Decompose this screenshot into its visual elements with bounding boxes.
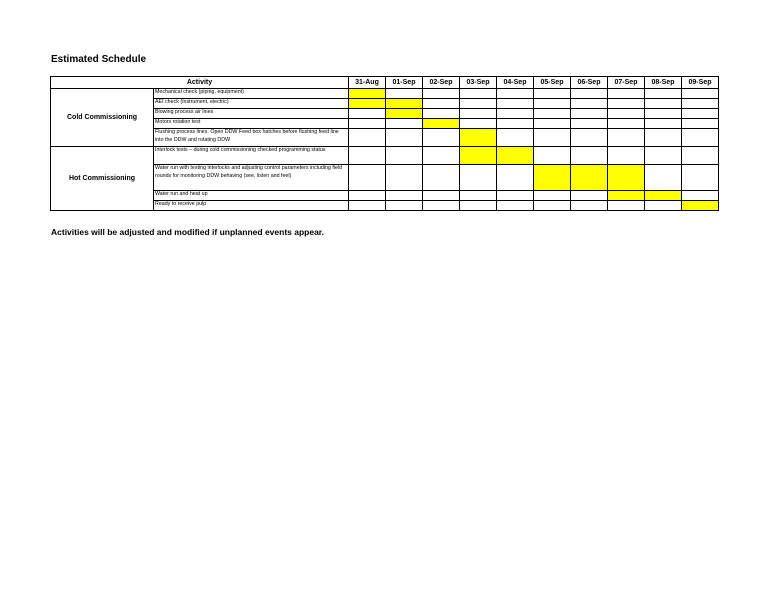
- schedule-cell: [571, 201, 608, 211]
- schedule-cell: [497, 89, 534, 99]
- schedule-cell-active: [386, 99, 423, 109]
- schedule-cell: [645, 129, 682, 147]
- schedule-cell: [571, 119, 608, 129]
- schedule-cell: [460, 191, 497, 201]
- schedule-cell: [534, 201, 571, 211]
- schedule-cell: [460, 89, 497, 99]
- activity-cell: AEI check (Instrument, electric): [154, 99, 349, 109]
- schedule-cell: [423, 191, 460, 201]
- activity-cell: Ready to receive pulp: [154, 201, 349, 211]
- date-header: 05-Sep: [534, 77, 571, 89]
- schedule-cell: [645, 147, 682, 165]
- activity-cell: Flushing process lines. Open DDW Feed box hatches before flushing feed line into the DDW and rotating DDW: [154, 129, 349, 147]
- phase-label-hot: Hot Commissioning: [51, 147, 154, 211]
- schedule-cell: [608, 99, 645, 109]
- schedule-cell: [608, 119, 645, 129]
- schedule-cell: [386, 165, 423, 191]
- schedule-cell: [571, 109, 608, 119]
- schedule-cell: [460, 99, 497, 109]
- table-row: [51, 147, 719, 165]
- schedule-cell: [460, 119, 497, 129]
- schedule-cell-active: [423, 119, 460, 129]
- phase-label-cold: Cold Commissioning: [51, 89, 154, 147]
- schedule-cell: [571, 99, 608, 109]
- schedule-cell-active: [645, 191, 682, 201]
- schedule-cell: [497, 201, 534, 211]
- schedule-cell: [460, 165, 497, 191]
- schedule-cell: [608, 201, 645, 211]
- schedule-cell: [534, 109, 571, 119]
- schedule-cell: [497, 99, 534, 109]
- schedule-cell: [645, 109, 682, 119]
- activity-cell: Blowing process air lines: [154, 109, 349, 119]
- schedule-cell: [423, 147, 460, 165]
- schedule-cell: [349, 119, 386, 129]
- schedule-cell: [460, 109, 497, 119]
- schedule-cell: [645, 119, 682, 129]
- schedule-cell: [349, 109, 386, 119]
- schedule-cell-active: [349, 89, 386, 99]
- date-header: 08-Sep: [645, 77, 682, 89]
- schedule-cell: [423, 129, 460, 147]
- schedule-cell: [534, 129, 571, 147]
- schedule-cell: [571, 147, 608, 165]
- schedule-cell: [645, 99, 682, 109]
- schedule-cell-active: [497, 147, 534, 165]
- activity-cell: Water run with testing interlocks and adjusting control parameters including field rounds for monitoring DDW behaving (see, listen and feel): [154, 165, 349, 191]
- schedule-cell: [423, 201, 460, 211]
- schedule-cell: [497, 165, 534, 191]
- schedule-cell-active: [460, 147, 497, 165]
- date-header: 02-Sep: [423, 77, 460, 89]
- schedule-cell-active: [682, 201, 719, 211]
- activity-cell: Water run and heat up: [154, 191, 349, 201]
- schedule-cell: [386, 191, 423, 201]
- schedule-cell: [534, 89, 571, 99]
- schedule-cell: [497, 191, 534, 201]
- schedule-title: Estimated Schedule: [51, 54, 147, 65]
- schedule-cell: [386, 147, 423, 165]
- schedule-cell: [386, 119, 423, 129]
- schedule-cell: [682, 119, 719, 129]
- activity-header: Activity: [51, 77, 349, 89]
- schedule-cell: [423, 165, 460, 191]
- table-row: [51, 89, 719, 99]
- date-header: 03-Sep: [460, 77, 497, 89]
- schedule-cell: [534, 119, 571, 129]
- schedule-cell: [386, 89, 423, 99]
- date-header: 04-Sep: [497, 77, 534, 89]
- schedule-cell: [645, 201, 682, 211]
- schedule-cell: [571, 129, 608, 147]
- schedule-cell: [534, 191, 571, 201]
- schedule-cell: [608, 129, 645, 147]
- schedule-cell: [497, 129, 534, 147]
- date-header: 31-Aug: [349, 77, 386, 89]
- schedule-cell: [349, 165, 386, 191]
- schedule-cell: [497, 119, 534, 129]
- schedule-cell-active: [571, 165, 608, 191]
- schedule-cell: [386, 129, 423, 147]
- schedule-cell: [386, 201, 423, 211]
- schedule-cell: [460, 201, 497, 211]
- schedule-cell: [645, 165, 682, 191]
- schedule-cell: [682, 89, 719, 99]
- schedule-cell: [534, 147, 571, 165]
- schedule-cell: [349, 129, 386, 147]
- date-header: 07-Sep: [608, 77, 645, 89]
- schedule-table: [50, 76, 719, 211]
- schedule-cell: [682, 165, 719, 191]
- schedule-cell-active: [460, 129, 497, 147]
- schedule-cell: [423, 109, 460, 119]
- schedule-cell: [682, 129, 719, 147]
- date-header: 01-Sep: [386, 77, 423, 89]
- schedule-cell: [349, 201, 386, 211]
- schedule-cell: [608, 89, 645, 99]
- schedule-cell-active: [608, 191, 645, 201]
- schedule-cell: [682, 147, 719, 165]
- date-header: 06-Sep: [571, 77, 608, 89]
- activity-cell: Mechanical check (piping, equipment): [154, 89, 349, 99]
- schedule-cell-active: [386, 109, 423, 119]
- schedule-cell-active: [349, 99, 386, 109]
- schedule-cell: [349, 191, 386, 201]
- schedule-cell: [645, 89, 682, 99]
- schedule-cell: [571, 191, 608, 201]
- schedule-cell: [423, 99, 460, 109]
- activity-cell: Interlock tests – during cold commissioning checked programming status: [154, 147, 349, 165]
- schedule-cell: [349, 147, 386, 165]
- date-header: 09-Sep: [682, 77, 719, 89]
- schedule-cell: [571, 89, 608, 99]
- schedule-cell-active: [534, 165, 571, 191]
- schedule-cell: [534, 99, 571, 109]
- schedule-cell: [682, 109, 719, 119]
- schedule-cell: [497, 109, 534, 119]
- schedule-cell-active: [608, 165, 645, 191]
- schedule-cell: [608, 109, 645, 119]
- activity-cell: Motors rotation test: [154, 119, 349, 129]
- schedule-cell: [682, 99, 719, 109]
- header-row: [51, 77, 719, 89]
- schedule-cell: [608, 147, 645, 165]
- schedule-cell: [423, 89, 460, 99]
- schedule-cell: [682, 191, 719, 201]
- schedule-note: Activities will be adjusted and modified if unplanned events appear.: [51, 227, 325, 237]
